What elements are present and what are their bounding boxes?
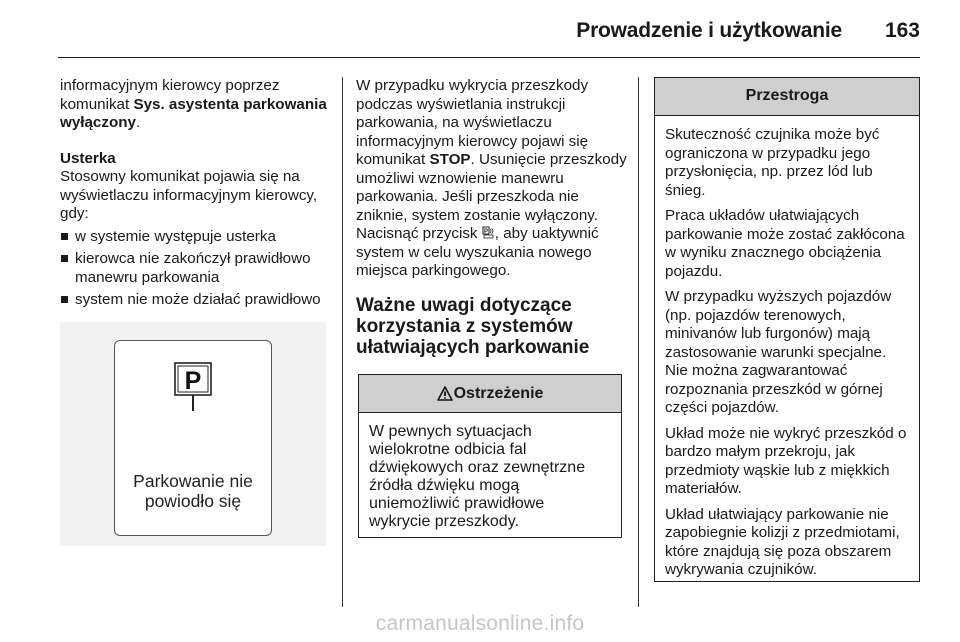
parking-failed-message: Parkowanie nie powiodło się	[133, 471, 253, 511]
fault-text: Stosowny komunikat pojawia się na wyświetlaczu informacyjnym kierowcy, gdy:	[60, 168, 318, 222]
warning-header	[359, 375, 621, 413]
column-1	[60, 77, 332, 314]
caution-paragraph: Skuteczność czujnika może być ograniczona w przypadku jego przysłonięcia, np. przez lód lub śnieg.	[665, 126, 880, 199]
fault-heading: Usterka	[60, 149, 116, 167]
svg-text:P: P	[483, 229, 488, 235]
svg-text:P: P	[184, 367, 202, 395]
page-header	[0, 0, 960, 60]
obstacle-paragraph: W przypadku wykrycia przeszkody podczas wyświetlania instrukcji parkowania, na wyświetlaczu informacyjnym kierowcy pojawi się komunikat STOP. Usunięcie przeszkody umożliwi wznowienie manewru parkowania. Jeśli przeszkoda nie zniknie, system zostanie wyłączony. Nacisnąć przycisk P , aby uaktywnić system w celu wyszukania nowego miejsca parkingowego.	[356, 77, 627, 279]
fault-bullet-list	[60, 228, 332, 310]
caution-body	[655, 116, 919, 597]
message-sys-asystenta: Sys. asystenta parkowania wyłączony	[60, 95, 327, 131]
warning-body	[359, 413, 621, 541]
caution-header	[655, 78, 919, 116]
warning-triangle-icon	[437, 386, 453, 401]
column-divider-2	[638, 77, 639, 607]
message-stop: STOP	[429, 151, 471, 168]
caution-paragraph: Praca układów ułatwiających parkowanie może zostać zakłócona w wyniku znacznego obciążenia pojazdu.	[665, 207, 905, 280]
caution-paragraph: Układ może nie wykryć przeszkód o bardzo małym przekroju, jak przedmioty wąskie lub z miękkich materiałów.	[665, 424, 907, 497]
header-divider	[58, 57, 920, 58]
watermark: carmanualsonline.info	[375, 612, 585, 635]
parking-assist-button-icon	[482, 226, 495, 239]
warning-title: Ostrzeżenie	[453, 384, 544, 402]
page-number: 163	[884, 19, 920, 42]
page-title: Prowadzenie i użytkowanie	[576, 19, 842, 42]
column-2	[356, 77, 628, 358]
display-illustration	[60, 322, 326, 546]
warning-box	[358, 374, 622, 538]
caution-paragraph: W przypadku wyższych pojazdów (np. pojazdów terenowych, minivanów lub furgonów) mają zastosowanie warunki specjalne. Nie można zagwarantować rozpoznania przeszkód w górnej części pojazdów.	[665, 288, 892, 416]
caution-paragraph: Układ ułatwiający parkowanie nie zapobiegnie kolizji z przedmiotami, które znajdują się poza obszarem wykrywania czujników.	[665, 505, 900, 578]
intro-paragraph: informacyjnym kierowcy poprzez komunikat Sys. asystenta parkowania wyłączony.	[60, 77, 327, 131]
parking-sign-icon	[173, 361, 213, 411]
caution-title: Przestroga	[745, 87, 829, 105]
list-item: kierowca nie zakończył prawidłowo manewru parkowania	[60, 250, 332, 287]
list-item: w systemie występuje usterka	[60, 228, 332, 247]
caution-box	[654, 77, 920, 582]
warning-text: W pewnych sytuacjach wielokrotne odbicia fal dźwiękowych oraz zewnętrzne źródła dźwięku mogą uniemożliwić prawidłowe wykrycie przeszkody.	[369, 423, 586, 530]
driver-info-display	[114, 340, 272, 536]
list-item: system nie może działać prawidłowo	[60, 291, 332, 310]
section-heading: Ważne uwagi dotyczące korzystania z systemów ułatwiających parkowanie	[356, 294, 590, 358]
column-divider-1	[342, 77, 343, 607]
